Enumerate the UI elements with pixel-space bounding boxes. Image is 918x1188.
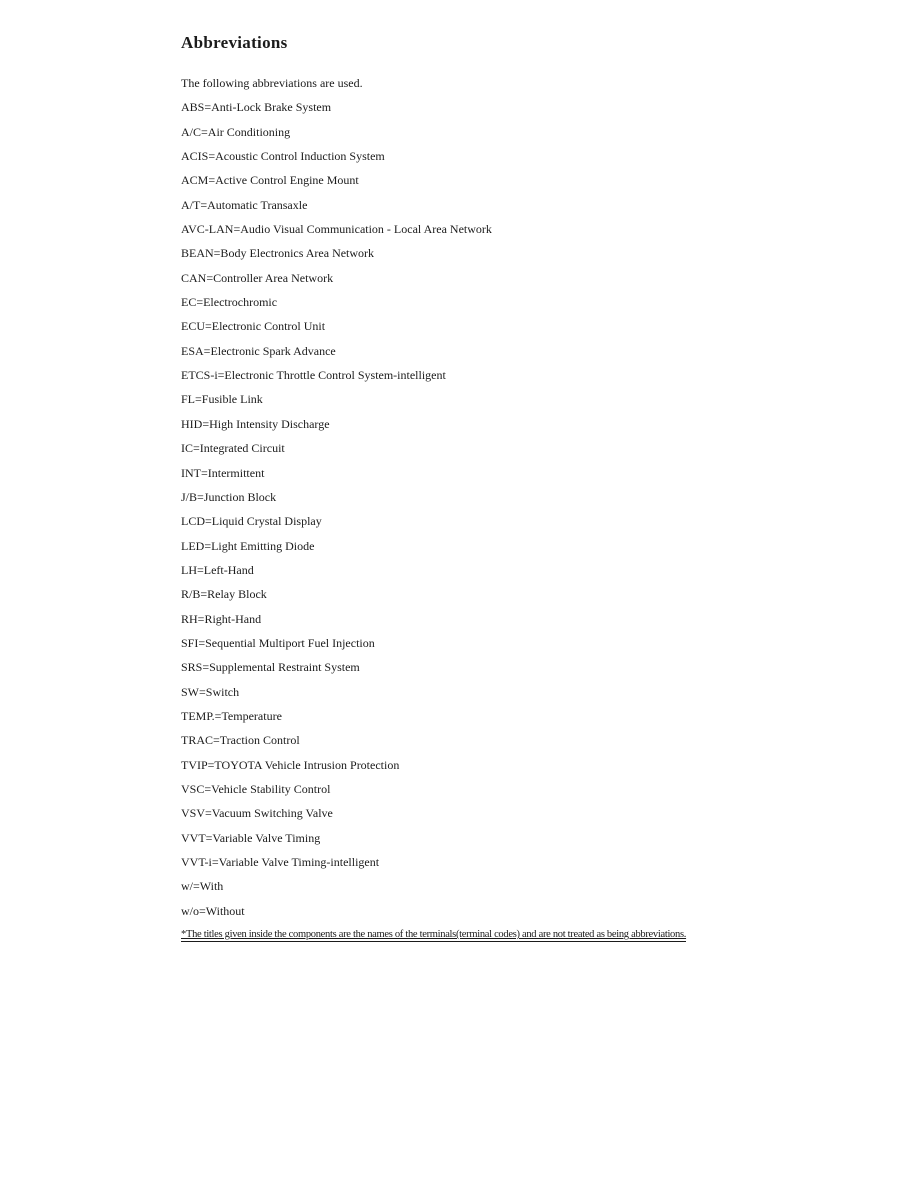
abbreviation-line: ACIS=Acoustic Control Induction System bbox=[181, 149, 385, 164]
abbreviation-line: VSC=Vehicle Stability Control bbox=[181, 781, 331, 796]
abbreviation-line: SW=Switch bbox=[181, 684, 240, 699]
abbreviation-line: VSV=Vacuum Switching Valve bbox=[181, 806, 333, 821]
footnote-text: *The titles given inside the components are the names of the terminals(terminal codes) and are not treated as being abbreviations. bbox=[181, 929, 687, 941]
abbreviation-line: BEAN=Body Electronics Area Network bbox=[181, 246, 375, 261]
abbreviation-line: AVC-LAN=Audio Visual Communication - Local Area Network bbox=[181, 222, 492, 237]
abbreviation-line: ETCS-i=Electronic Throttle Control System-intelligent bbox=[181, 368, 446, 383]
abbreviation-line: CAN=Controller Area Network bbox=[181, 270, 334, 285]
abbreviation-line: J/B=Junction Block bbox=[181, 489, 277, 504]
abbreviation-line: A/T=Automatic Transaxle bbox=[181, 197, 308, 212]
abbreviation-list bbox=[181, 95, 861, 923]
abbreviation-line: ACM=Active Control Engine Mount bbox=[181, 173, 359, 188]
abbreviation-line: INT=Intermittent bbox=[181, 465, 265, 480]
abbreviation-line: w/=With bbox=[181, 879, 224, 894]
abbreviation-line: TEMP.=Temperature bbox=[181, 708, 282, 723]
abbreviation-line: SFI=Sequential Multiport Fuel Injection bbox=[181, 635, 375, 650]
abbreviation-line: R/B=Relay Block bbox=[181, 587, 267, 602]
abbreviation-line: TVIP=TOYOTA Vehicle Intrusion Protection bbox=[181, 757, 400, 772]
abbreviation-line: A/C=Air Conditioning bbox=[181, 124, 291, 139]
abbreviation-line: LH=Left-Hand bbox=[181, 562, 254, 577]
abbreviation-line: RH=Right-Hand bbox=[181, 611, 262, 626]
abbreviation-line: HID=High Intensity Discharge bbox=[181, 416, 330, 431]
abbreviation-line: ECU=Electronic Control Unit bbox=[181, 319, 326, 334]
abbreviation-line: ABS=Anti-Lock Brake System bbox=[181, 100, 332, 115]
abbreviation-line: FL=Fusible Link bbox=[181, 392, 263, 407]
page-title: Abbreviations bbox=[181, 33, 288, 52]
intro-text: The following abbreviations are used. bbox=[181, 76, 363, 90]
abbreviation-line: TRAC=Traction Control bbox=[181, 733, 300, 748]
abbreviation-line: EC=Electrochromic bbox=[181, 295, 278, 310]
abbreviation-line: ESA=Electronic Spark Advance bbox=[181, 343, 336, 358]
document-content bbox=[181, 33, 861, 947]
abbreviation-line: w/o=Without bbox=[181, 903, 245, 918]
abbreviation-line: IC=Integrated Circuit bbox=[181, 441, 285, 456]
abbreviation-line: VVT=Variable Valve Timing bbox=[181, 830, 321, 845]
abbreviation-line: LCD=Liquid Crystal Display bbox=[181, 514, 322, 529]
abbreviation-line: LED=Light Emitting Diode bbox=[181, 538, 315, 553]
footnote-line bbox=[181, 923, 861, 947]
abbreviation-line: VVT-i=Variable Valve Timing-intelligent bbox=[181, 855, 380, 869]
abbreviation-line: SRS=Supplemental Restraint System bbox=[181, 660, 360, 675]
